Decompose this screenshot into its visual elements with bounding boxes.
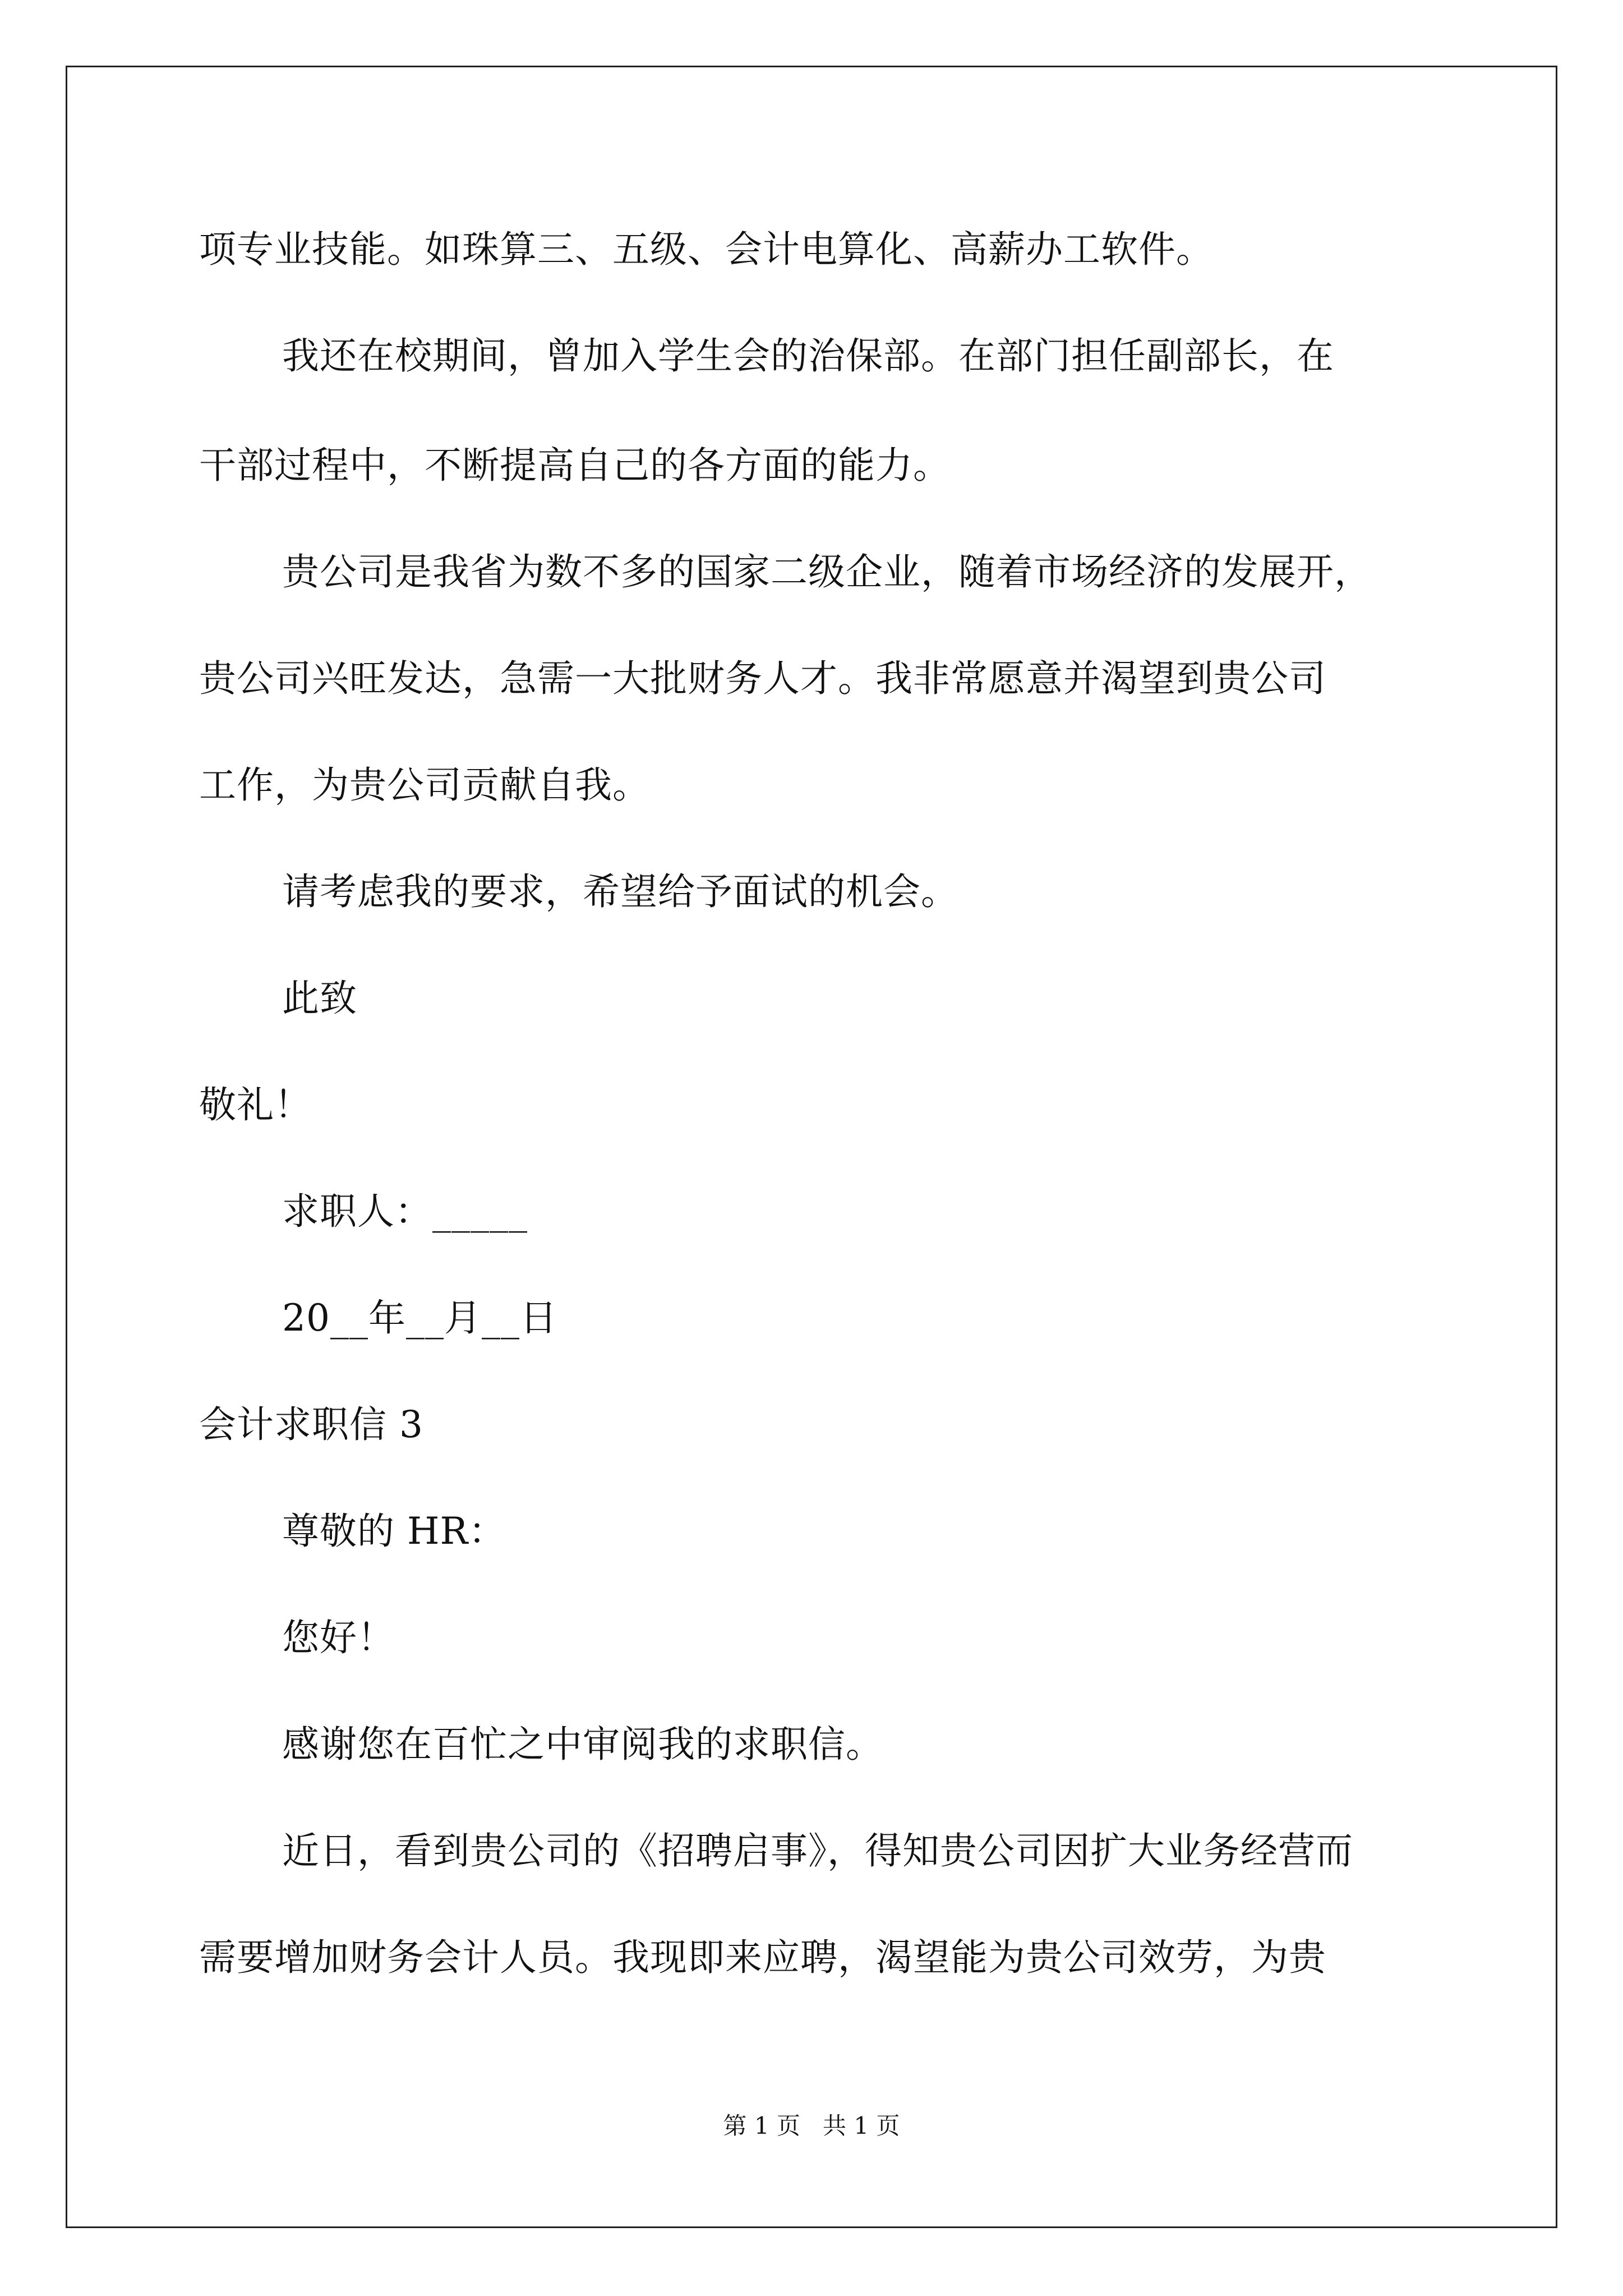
paragraph-line: 项专业技能。如珠算三、五级、会计电算化、高薪办工软件。	[199, 228, 1214, 271]
closing-regards: 敬礼！	[199, 1083, 312, 1126]
section-title: 会计求职信 3	[199, 1403, 423, 1446]
paragraph-line: 近日，看到贵公司的《招聘启事》，得知贵公司因扩大业务经营而	[282, 1829, 1353, 1872]
letter-date: 20__年__月__日	[282, 1296, 557, 1340]
greeting-hello: 您好！	[282, 1616, 395, 1659]
paragraph-line: 贵公司兴旺发达，急需一大批财务人才。我非常愿意并渴望到贵公司	[199, 657, 1326, 700]
page-border	[66, 66, 1557, 2228]
paragraph-line: 需要增加财务会计人员。我现即来应聘，渴望能为贵公司效劳，为贵	[199, 1936, 1326, 1979]
paragraph-line: 工作，为贵公司贡献自我。	[199, 763, 650, 807]
applicant-signature: 求职人：_____	[282, 1190, 528, 1233]
paragraph-line: 请考虑我的要求，希望给予面试的机会。	[282, 870, 958, 913]
paragraph-line: 干部过程中，不断提高自己的各方面的能力。	[199, 444, 951, 487]
closing-salutation: 此致	[282, 977, 357, 1020]
paragraph-line: 感谢您在百忙之中审阅我的求职信。	[282, 1723, 883, 1766]
page-footer: 第 1 页 共 1 页	[723, 2112, 900, 2139]
greeting-recipient: 尊敬的 HR：	[282, 1510, 506, 1553]
paragraph-line: 贵公司是我省为数不多的国家二级企业，随着市场经济的发展开，	[282, 550, 1372, 593]
paragraph-line: 我还在校期间，曾加入学生会的治保部。在部门担任副部长，在	[282, 334, 1334, 378]
